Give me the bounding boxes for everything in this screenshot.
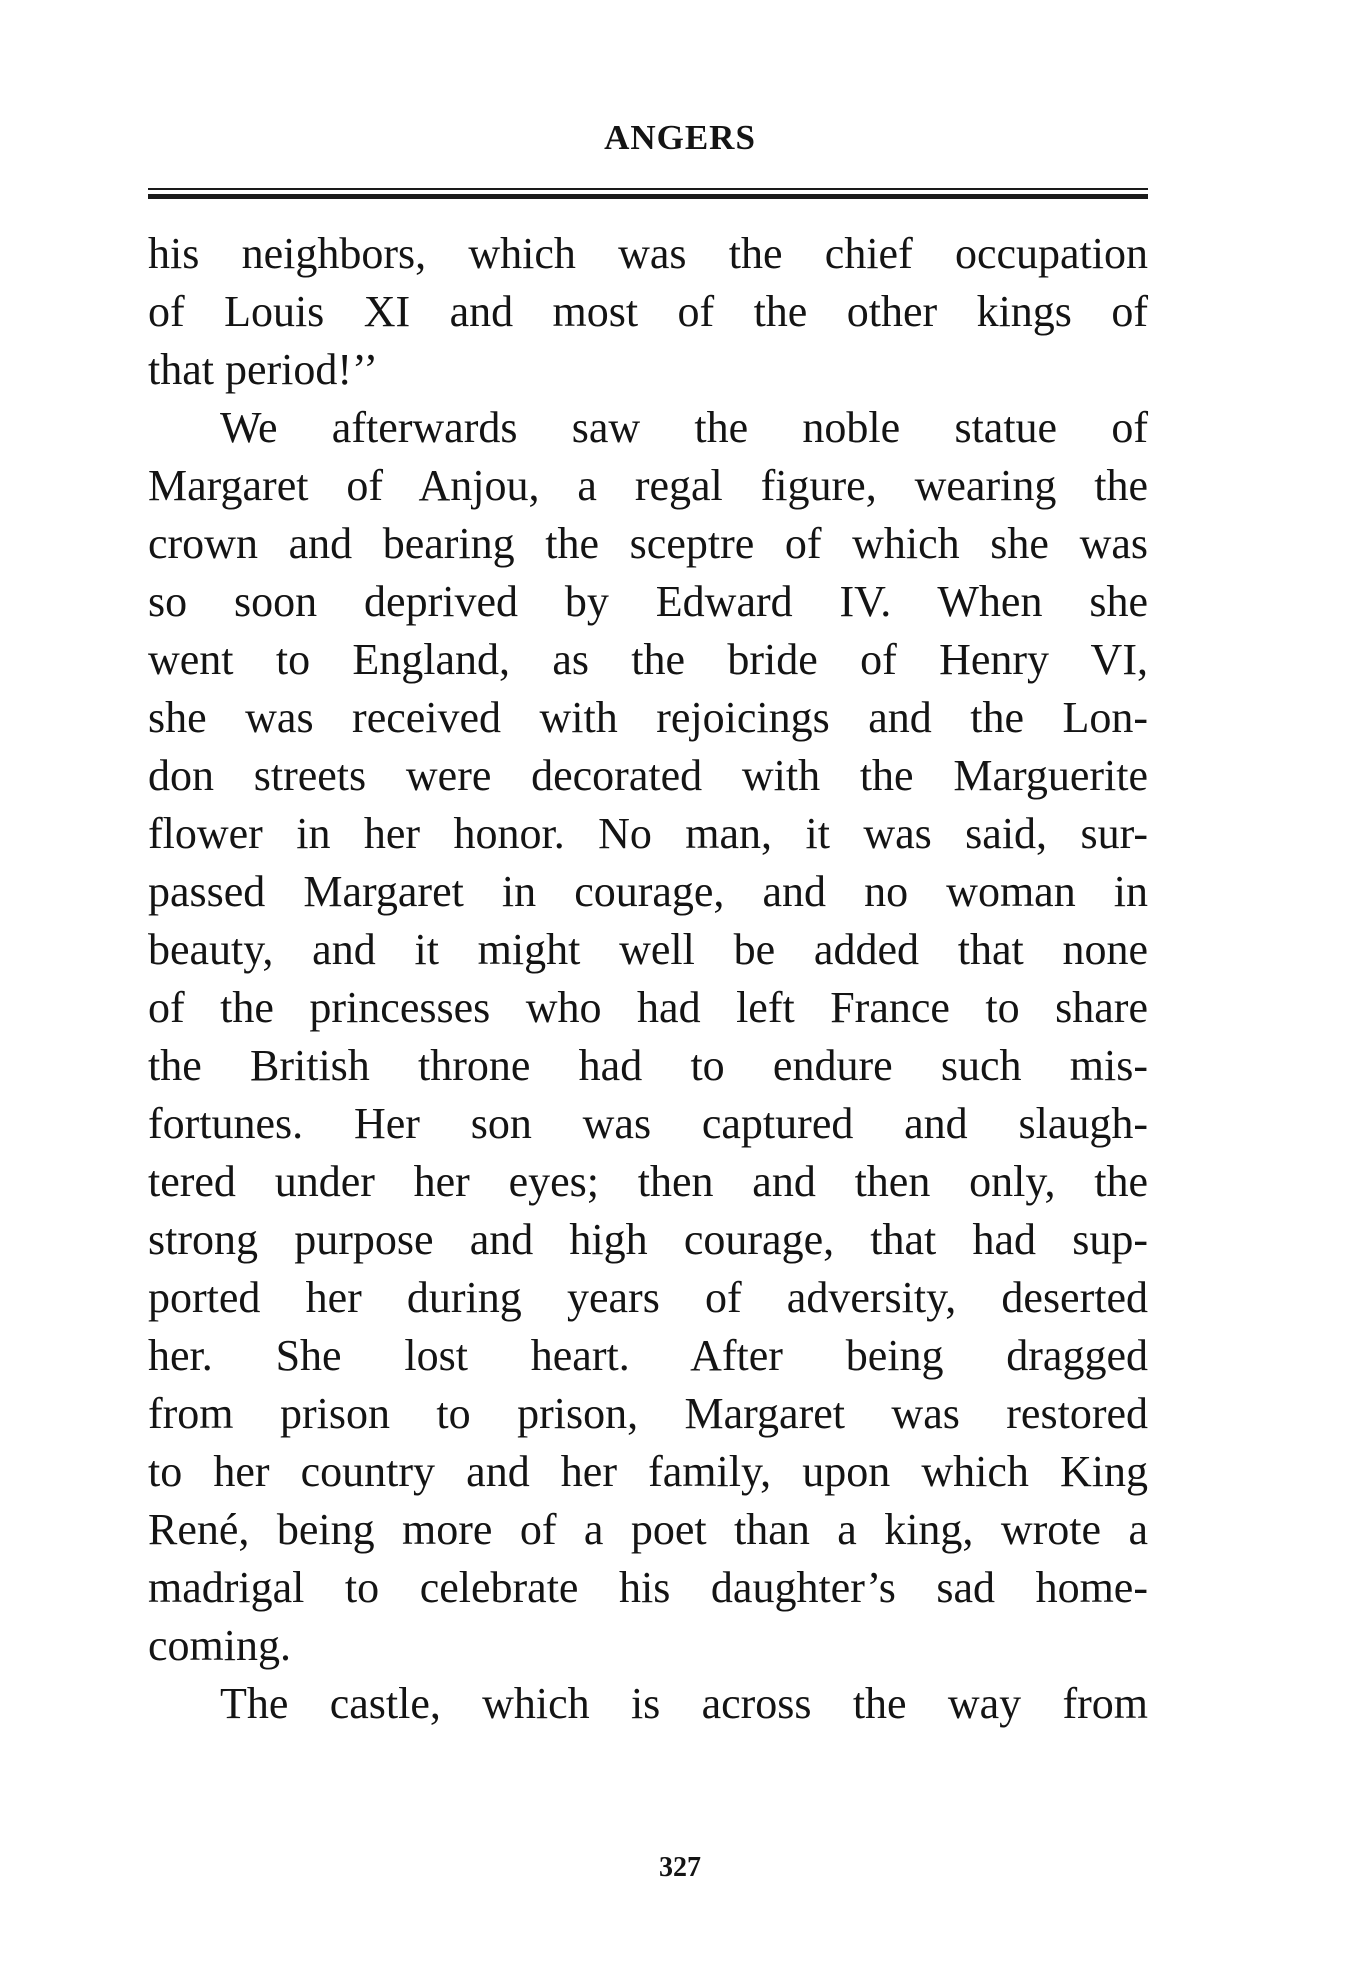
text-line: don streets were decorated with the Marguerite [148, 751, 1148, 800]
header-rule-thick [148, 194, 1148, 199]
text-line: coming. [148, 1621, 291, 1670]
text-line: René, being more of a poet than a king, wrote a [148, 1505, 1148, 1554]
text-line: to her country and her family, upon which King [148, 1447, 1148, 1496]
text-line: went to England, as the bride of Henry VI, [148, 635, 1148, 684]
body-text [148, 225, 1148, 1733]
page-number: 327 [659, 1852, 701, 1883]
running-title: ANGERS [604, 118, 756, 157]
text-line: beauty, and it might well be added that none [148, 925, 1148, 974]
text-line: We afterwards saw the noble statue of [220, 403, 1148, 452]
text-line: the British throne had to endure such mis- [148, 1041, 1148, 1090]
text-line: of Louis XI and most of the other kings of [148, 287, 1148, 336]
text-line: tered under her eyes; then and then only, the [148, 1157, 1148, 1206]
text-line: fortunes. Her son was captured and slaugh- [148, 1099, 1148, 1148]
text-line: Margaret of Anjou, a regal figure, wearing the [148, 461, 1148, 510]
text-line: she was received with rejoicings and the Lon- [148, 693, 1148, 742]
text-line: her. She lost heart. After being dragged [148, 1331, 1148, 1380]
text-line: so soon deprived by Edward IV. When she [148, 577, 1148, 626]
text-line: madrigal to celebrate his daughter’s sad home- [148, 1563, 1148, 1612]
text-line: The castle, which is across the way from [220, 1679, 1148, 1728]
text-line: from prison to prison, Margaret was restored [148, 1389, 1148, 1438]
text-line: his neighbors, which was the chief occupation [148, 229, 1148, 278]
text-line: that period!’’ [148, 345, 379, 394]
text-line: of the princesses who had left France to share [148, 983, 1148, 1032]
header-rule-thin [148, 188, 1148, 190]
text-line: ported her during years of adversity, deserted [148, 1273, 1148, 1322]
text-line: flower in her honor. No man, it was said, sur- [148, 809, 1148, 858]
text-line: crown and bearing the sceptre of which she was [148, 519, 1148, 568]
text-line: strong purpose and high courage, that had sup- [148, 1215, 1148, 1264]
text-line: passed Margaret in courage, and no woman in [148, 867, 1148, 916]
